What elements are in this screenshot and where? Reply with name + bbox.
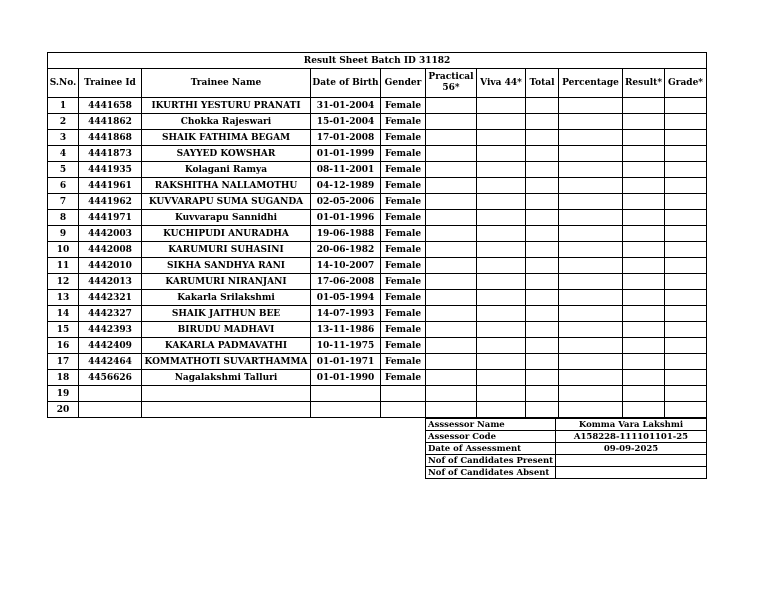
empty-score-cell [665,146,707,162]
table-row [48,338,707,354]
empty-score-cell [665,290,707,306]
serial-no-cell: 10 [48,242,79,258]
gender-cell: Female [381,98,426,114]
table-row [48,242,707,258]
trainee-name-cell: SIKHA SANDHYA RANI [142,258,311,274]
empty-score-cell [426,98,477,114]
empty-score-cell [477,386,526,402]
empty-score-cell [623,402,665,418]
empty-score-cell [623,242,665,258]
serial-no-cell: 9 [48,226,79,242]
trainee-name-cell: KUVVARAPU SUMA SUGANDA [142,194,311,210]
empty-score-cell [559,114,623,130]
empty-score-cell [426,338,477,354]
empty-score-cell [477,114,526,130]
empty-score-cell [426,258,477,274]
empty-score-cell [477,130,526,146]
serial-no-cell: 2 [48,114,79,130]
serial-no-cell: 3 [48,130,79,146]
column-header: Percentage [559,69,623,98]
trainee-id-cell: 4441862 [79,114,142,130]
empty-score-cell [526,322,559,338]
gender-cell: Female [381,354,426,370]
empty-score-cell [623,290,665,306]
trainee-name-cell [142,402,311,418]
column-header: Grade* [665,69,707,98]
empty-score-cell [623,338,665,354]
table-row [48,306,707,322]
empty-score-cell [559,370,623,386]
table-row [48,114,707,130]
empty-score-cell [559,402,623,418]
empty-score-cell [665,402,707,418]
empty-score-cell [426,178,477,194]
trainee-id-cell: 4441962 [79,194,142,210]
gender-cell [381,402,426,418]
table-row [48,162,707,178]
summary-row [426,455,707,467]
gender-cell: Female [381,146,426,162]
empty-score-cell [526,306,559,322]
empty-score-cell [665,114,707,130]
empty-score-cell [526,354,559,370]
date-of-birth-cell: 19-06-1988 [311,226,381,242]
empty-score-cell [559,194,623,210]
gender-cell: Female [381,114,426,130]
empty-score-cell [665,258,707,274]
column-header: Gender [381,69,426,98]
empty-score-cell [559,354,623,370]
empty-score-cell [477,98,526,114]
header-row [48,69,707,98]
serial-no-cell: 20 [48,402,79,418]
gender-cell: Female [381,226,426,242]
serial-no-cell: 4 [48,146,79,162]
empty-score-cell [665,322,707,338]
date-of-birth-cell: 08-11-2001 [311,162,381,178]
empty-score-cell [559,210,623,226]
summary-row [426,443,707,455]
table-row [48,98,707,114]
trainee-name-cell: KARUMURI NIRANJANI [142,274,311,290]
empty-score-cell [665,98,707,114]
date-of-birth-cell: 10-11-1975 [311,338,381,354]
summary-row [426,419,707,431]
empty-score-cell [623,98,665,114]
trainee-name-cell: KUCHIPUDI ANURADHA [142,226,311,242]
date-of-birth-cell [311,386,381,402]
date-of-birth-cell: 13-11-1986 [311,322,381,338]
result-sheet [47,52,707,478]
date-of-birth-cell: 01-05-1994 [311,290,381,306]
trainee-name-cell [142,386,311,402]
gender-cell: Female [381,194,426,210]
empty-score-cell [526,402,559,418]
trainee-name-cell: Kakarla Srilakshmi [142,290,311,306]
summary-value [556,455,707,467]
trainee-id-cell: 4442409 [79,338,142,354]
empty-score-cell [623,194,665,210]
empty-score-cell [526,370,559,386]
trainee-name-cell: Nagalakshmi Talluri [142,370,311,386]
empty-score-cell [559,306,623,322]
summary-row [426,467,707,479]
serial-no-cell: 16 [48,338,79,354]
serial-no-cell: 19 [48,386,79,402]
gender-cell: Female [381,162,426,178]
empty-score-cell [665,306,707,322]
empty-score-cell [426,146,477,162]
empty-score-cell [665,194,707,210]
trainee-id-cell: 4442464 [79,354,142,370]
empty-score-cell [477,162,526,178]
column-header: Total [526,69,559,98]
empty-score-cell [623,162,665,178]
serial-no-cell: 5 [48,162,79,178]
empty-score-cell [623,274,665,290]
gender-cell: Female [381,130,426,146]
gender-cell: Female [381,338,426,354]
trainee-id-cell: 4442327 [79,306,142,322]
empty-score-cell [526,210,559,226]
empty-score-cell [526,274,559,290]
empty-score-cell [665,162,707,178]
empty-score-cell [426,114,477,130]
trainee-name-cell: SHAIK FATHIMA BEGAM [142,130,311,146]
empty-score-cell [477,354,526,370]
date-of-birth-cell: 17-06-2008 [311,274,381,290]
trainee-name-cell: Chokka Rajeswari [142,114,311,130]
serial-no-cell: 1 [48,98,79,114]
trainee-id-cell: 4442010 [79,258,142,274]
assessment-summary [425,418,707,479]
date-of-birth-cell: 14-07-1993 [311,306,381,322]
table-row [48,386,707,402]
empty-score-cell [526,194,559,210]
table-row [48,274,707,290]
empty-score-cell [559,386,623,402]
empty-score-cell [477,370,526,386]
serial-no-cell: 17 [48,354,79,370]
summary-value: Komma Vara Lakshmi [556,419,707,431]
empty-score-cell [559,290,623,306]
empty-score-cell [426,226,477,242]
column-header: Trainee Name [142,69,311,98]
empty-score-cell [559,226,623,242]
empty-score-cell [477,306,526,322]
gender-cell: Female [381,258,426,274]
gender-cell: Female [381,242,426,258]
empty-score-cell [559,242,623,258]
trainee-id-cell: 4442321 [79,290,142,306]
empty-score-cell [665,226,707,242]
trainee-id-cell: 4441868 [79,130,142,146]
empty-score-cell [665,338,707,354]
date-of-birth-cell: 01-01-1990 [311,370,381,386]
gender-cell: Female [381,306,426,322]
table-row [48,226,707,242]
empty-score-cell [426,290,477,306]
serial-no-cell: 7 [48,194,79,210]
gender-cell: Female [381,290,426,306]
summary-value: 09-09-2025 [556,443,707,455]
trainee-name-cell: KARUMURI SUHASINI [142,242,311,258]
empty-score-cell [426,386,477,402]
table-row [48,146,707,162]
empty-score-cell [526,226,559,242]
serial-no-cell: 13 [48,290,79,306]
empty-score-cell [426,354,477,370]
empty-score-cell [477,178,526,194]
trainee-id-cell: 4441658 [79,98,142,114]
summary-value: A158228-111101101-25 [556,431,707,443]
date-of-birth-cell: 14-10-2007 [311,258,381,274]
empty-score-cell [477,274,526,290]
serial-no-cell: 11 [48,258,79,274]
table-row [48,290,707,306]
empty-score-cell [623,226,665,242]
empty-score-cell [623,258,665,274]
empty-score-cell [477,258,526,274]
trainee-id-cell [79,386,142,402]
column-header: Date of Birth [311,69,381,98]
column-header: Trainee Id [79,69,142,98]
trainee-id-cell: 4441935 [79,162,142,178]
empty-score-cell [559,146,623,162]
trainee-name-cell: SHAIK JAITHUN BEE [142,306,311,322]
trainee-id-cell: 4442393 [79,322,142,338]
table-row [48,354,707,370]
empty-score-cell [623,386,665,402]
trainee-id-cell: 4442013 [79,274,142,290]
gender-cell: Female [381,322,426,338]
trainee-id-cell: 4441971 [79,210,142,226]
trainee-id-cell: 4456626 [79,370,142,386]
table-row [48,258,707,274]
empty-score-cell [426,242,477,258]
empty-score-cell [559,98,623,114]
empty-score-cell [526,178,559,194]
empty-score-cell [665,354,707,370]
result-table [47,52,707,418]
empty-score-cell [526,130,559,146]
empty-score-cell [426,306,477,322]
empty-score-cell [623,370,665,386]
empty-score-cell [426,210,477,226]
trainee-id-cell [79,402,142,418]
table-row [48,178,707,194]
table-row [48,370,707,386]
empty-score-cell [526,290,559,306]
empty-score-cell [477,290,526,306]
empty-score-cell [477,194,526,210]
serial-no-cell: 14 [48,306,79,322]
empty-score-cell [426,274,477,290]
empty-score-cell [526,114,559,130]
trainee-id-cell: 4441961 [79,178,142,194]
date-of-birth-cell: 31-01-2004 [311,98,381,114]
gender-cell: Female [381,370,426,386]
empty-score-cell [559,162,623,178]
empty-score-cell [665,242,707,258]
empty-score-cell [526,258,559,274]
summary-row [426,431,707,443]
trainee-name-cell: KOMMATHOTI SUVARTHAMMA [142,354,311,370]
empty-score-cell [559,178,623,194]
trainee-name-cell: RAKSHITHA NALLAMOTHU [142,178,311,194]
empty-score-cell [623,210,665,226]
trainee-name-cell: Kuvvarapu Sannidhi [142,210,311,226]
empty-score-cell [559,338,623,354]
table-row [48,322,707,338]
trainee-id-cell: 4441873 [79,146,142,162]
serial-no-cell: 6 [48,178,79,194]
trainee-id-cell: 4442003 [79,226,142,242]
column-header: Viva 44* [477,69,526,98]
empty-score-cell [477,210,526,226]
gender-cell: Female [381,274,426,290]
date-of-birth-cell: 15-01-2004 [311,114,381,130]
empty-score-cell [477,402,526,418]
trainee-id-cell: 4442008 [79,242,142,258]
empty-score-cell [559,274,623,290]
trainee-name-cell: IKURTHI YESTURU PRANATI [142,98,311,114]
empty-score-cell [426,370,477,386]
gender-cell [381,386,426,402]
empty-score-cell [665,274,707,290]
empty-score-cell [623,306,665,322]
trainee-name-cell: Kolagani Ramya [142,162,311,178]
summary-label: Date of Assessment [426,443,556,455]
summary-value [556,467,707,479]
date-of-birth-cell: 02-05-2006 [311,194,381,210]
empty-score-cell [665,370,707,386]
empty-score-cell [623,354,665,370]
empty-score-cell [623,322,665,338]
column-header: Practical 56* [426,69,477,98]
empty-score-cell [665,386,707,402]
empty-score-cell [623,178,665,194]
serial-no-cell: 8 [48,210,79,226]
empty-score-cell [526,146,559,162]
empty-score-cell [477,146,526,162]
empty-score-cell [623,130,665,146]
empty-score-cell [665,130,707,146]
date-of-birth-cell [311,402,381,418]
empty-score-cell [623,114,665,130]
table-row [48,194,707,210]
empty-score-cell [526,386,559,402]
empty-score-cell [426,402,477,418]
gender-cell: Female [381,178,426,194]
column-header: Result* [623,69,665,98]
table-row [48,210,707,226]
trainee-name-cell: KAKARLA PADMAVATHI [142,338,311,354]
serial-no-cell: 15 [48,322,79,338]
empty-score-cell [665,210,707,226]
empty-score-cell [526,338,559,354]
summary-label: Assessor Code [426,431,556,443]
date-of-birth-cell: 01-01-1971 [311,354,381,370]
date-of-birth-cell: 17-01-2008 [311,130,381,146]
serial-no-cell: 12 [48,274,79,290]
table-row [48,402,707,418]
serial-no-cell: 18 [48,370,79,386]
date-of-birth-cell: 01-01-1999 [311,146,381,162]
gender-cell: Female [381,210,426,226]
summary-label: Asssessor Name [426,419,556,431]
empty-score-cell [559,322,623,338]
empty-score-cell [477,322,526,338]
empty-score-cell [665,178,707,194]
summary-label: Nof of Candidates Absent [426,467,556,479]
empty-score-cell [426,162,477,178]
page-title: Result Sheet Batch ID 31182 [48,53,707,69]
date-of-birth-cell: 20-06-1982 [311,242,381,258]
empty-score-cell [426,322,477,338]
empty-score-cell [426,194,477,210]
empty-score-cell [526,162,559,178]
date-of-birth-cell: 04-12-1989 [311,178,381,194]
empty-score-cell [526,242,559,258]
table-row [48,130,707,146]
summary-label: Nof of Candidates Present [426,455,556,467]
empty-score-cell [426,130,477,146]
empty-score-cell [623,146,665,162]
date-of-birth-cell: 01-01-1996 [311,210,381,226]
empty-score-cell [477,242,526,258]
empty-score-cell [559,130,623,146]
empty-score-cell [559,258,623,274]
empty-score-cell [477,338,526,354]
empty-score-cell [526,98,559,114]
trainee-name-cell: BIRUDU MADHAVI [142,322,311,338]
column-header: S.No. [48,69,79,98]
empty-score-cell [477,226,526,242]
trainee-name-cell: SAYYED KOWSHAR [142,146,311,162]
